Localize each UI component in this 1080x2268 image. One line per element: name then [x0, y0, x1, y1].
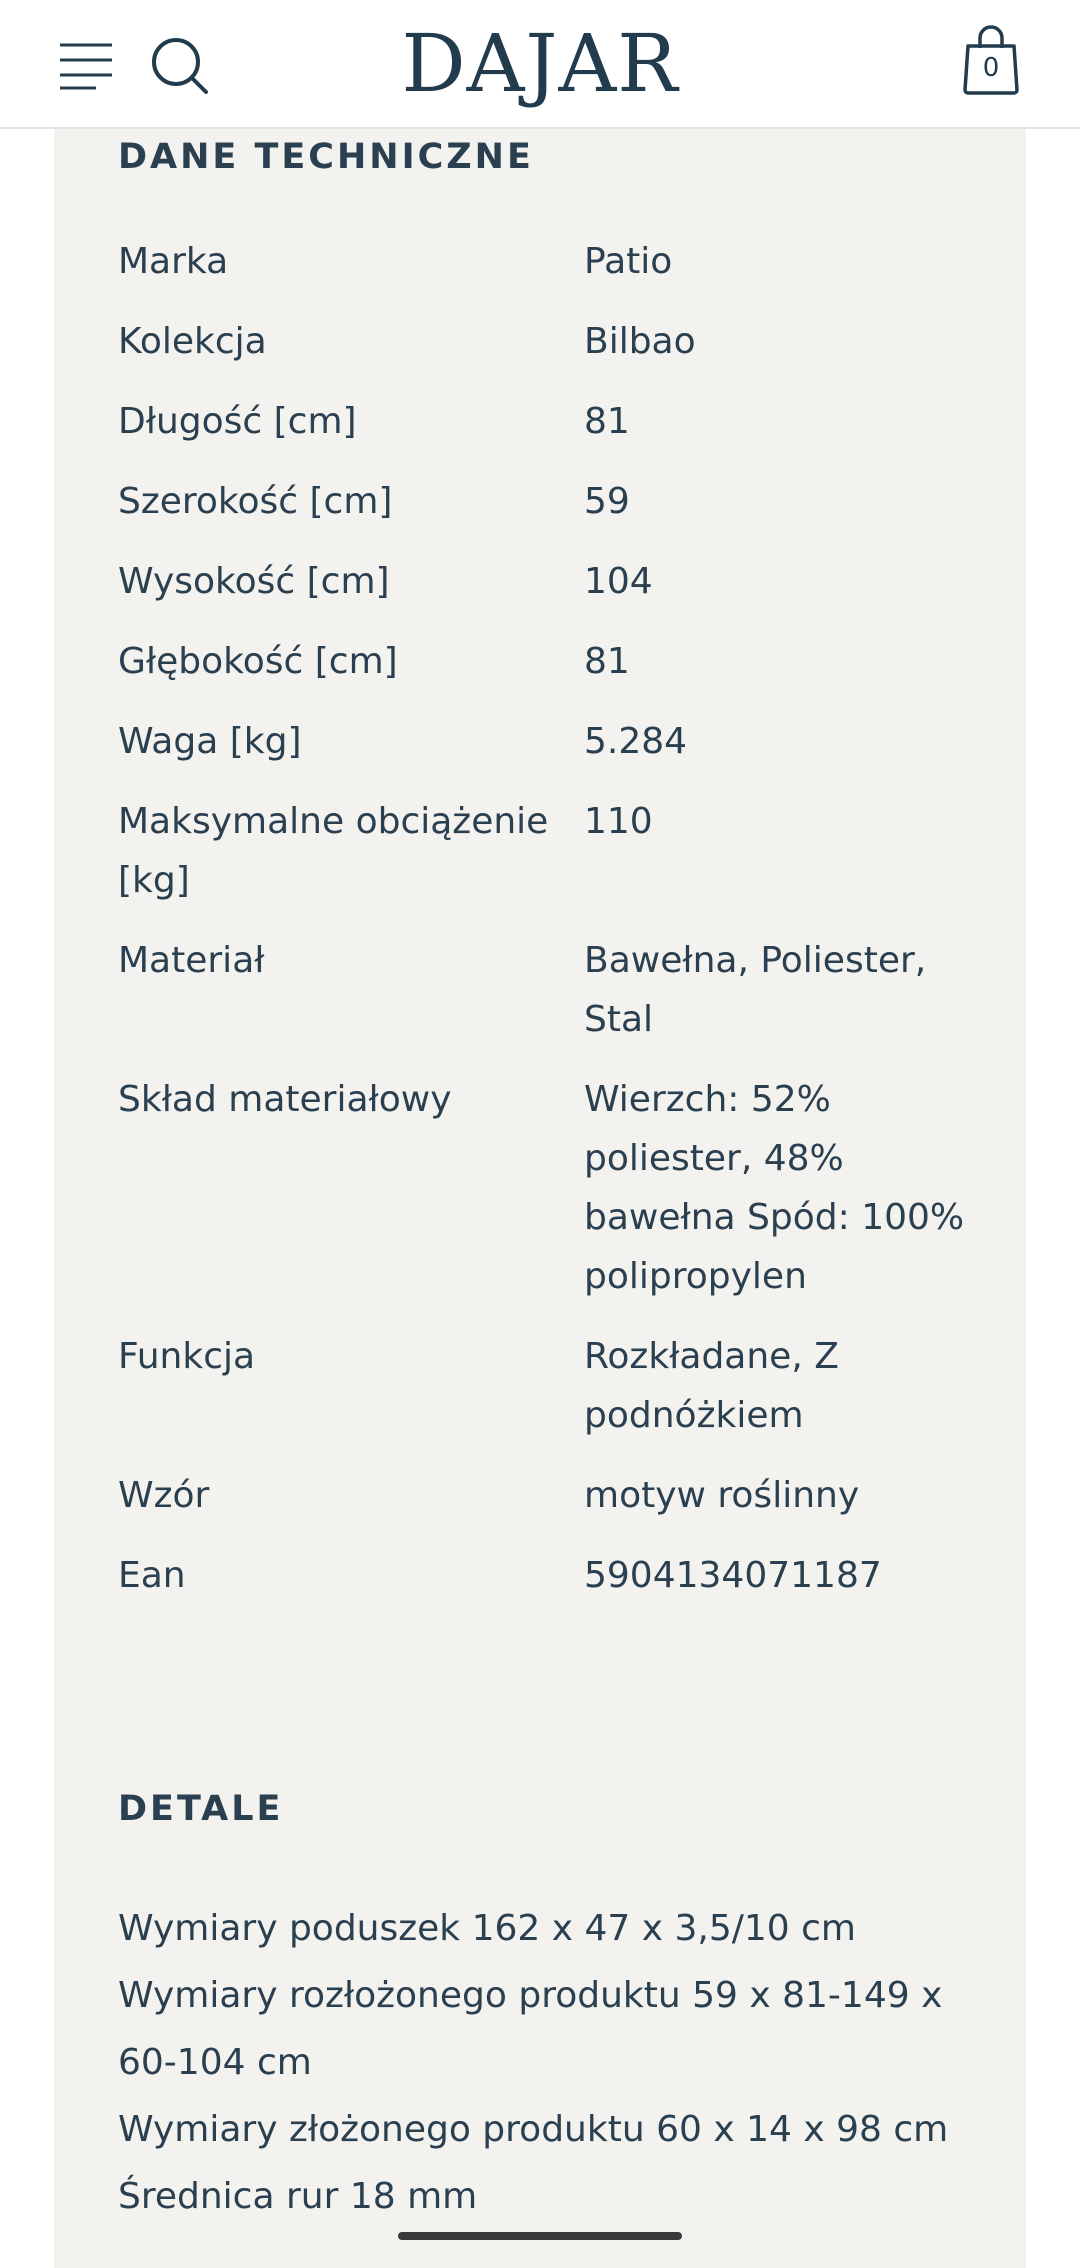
details-line: Wymiary poduszek 162 x 47 x 3,5/10 cm: [118, 1908, 856, 1949]
cart-count-badge: 0: [982, 53, 1000, 83]
spec-label: Szerokość [cm]: [118, 481, 393, 522]
spec-label: Długość [cm]: [118, 401, 357, 442]
spec-value: 5.284: [584, 721, 688, 762]
spec-value: 110: [584, 801, 653, 842]
spec-label: Wzór: [118, 1475, 210, 1516]
spec-row: [118, 712, 998, 771]
spec-label: Głębokość [cm]: [118, 641, 398, 682]
details-heading: DETALE: [118, 1789, 284, 1829]
spec-row: [118, 1327, 998, 1445]
spec-value: 104: [584, 561, 653, 602]
spec-value: 81: [584, 401, 630, 442]
spec-row: [118, 552, 998, 611]
spec-row: [118, 931, 998, 1049]
spec-row: [118, 472, 998, 531]
home-indicator-bar[interactable]: [398, 2232, 682, 2240]
spec-row: [118, 312, 998, 371]
spec-value: 59: [584, 481, 630, 522]
technical-specs-table: [118, 232, 998, 1626]
details-line: Średnica rur 18 mm: [118, 2176, 478, 2217]
spec-row: [118, 1546, 998, 1605]
details-line: Wymiary rozłożonego produktu 59 x 81-149 x 60-104 cm: [118, 1975, 943, 2083]
spec-label: Funkcja: [118, 1336, 256, 1377]
top-navigation-bar: [0, 0, 1080, 129]
spec-label: Materiał: [118, 940, 265, 981]
spec-row: [118, 1466, 998, 1525]
spec-value: motyw roślinny: [584, 1475, 860, 1516]
spec-label: Ean: [118, 1555, 186, 1596]
spec-label: Maksymalne obciążenie [kg]: [118, 801, 549, 901]
spec-row: [118, 392, 998, 451]
spec-row: [118, 632, 998, 691]
spec-value: Wierzch: 52% poliester, 48% bawełna Spód: 100% polipropylen: [584, 1079, 965, 1297]
spec-value: Bilbao: [584, 321, 696, 362]
spec-row: [118, 792, 998, 910]
spec-label: Marka: [118, 241, 229, 282]
spec-row: [118, 232, 998, 291]
spec-value: Rozkładane, Z podnóżkiem: [584, 1336, 839, 1436]
cart-button[interactable]: [962, 24, 1020, 96]
spec-label: Skład materiałowy: [118, 1079, 452, 1120]
hamburger-menu-icon[interactable]: [60, 42, 112, 90]
spec-label: Kolekcja: [118, 321, 267, 362]
brand-logo[interactable]: DAJAR: [401, 17, 679, 110]
spec-value: 81: [584, 641, 630, 682]
search-icon[interactable]: [150, 36, 210, 96]
technical-data-heading: DANE TECHNICZNE: [118, 137, 534, 177]
product-info-panel: [54, 129, 1026, 2268]
spec-row: [118, 1070, 998, 1306]
spec-value: Bawełna, Poliester, Stal: [584, 940, 927, 1040]
spec-value: 5904134071187: [584, 1555, 882, 1596]
spec-label: Waga [kg]: [118, 721, 302, 762]
spec-value: Patio: [584, 241, 673, 282]
details-list: [118, 1895, 998, 2230]
spec-label: Wysokość [cm]: [118, 561, 390, 602]
details-line: Wymiary złożonego produktu 60 x 14 x 98 cm: [118, 2109, 949, 2150]
